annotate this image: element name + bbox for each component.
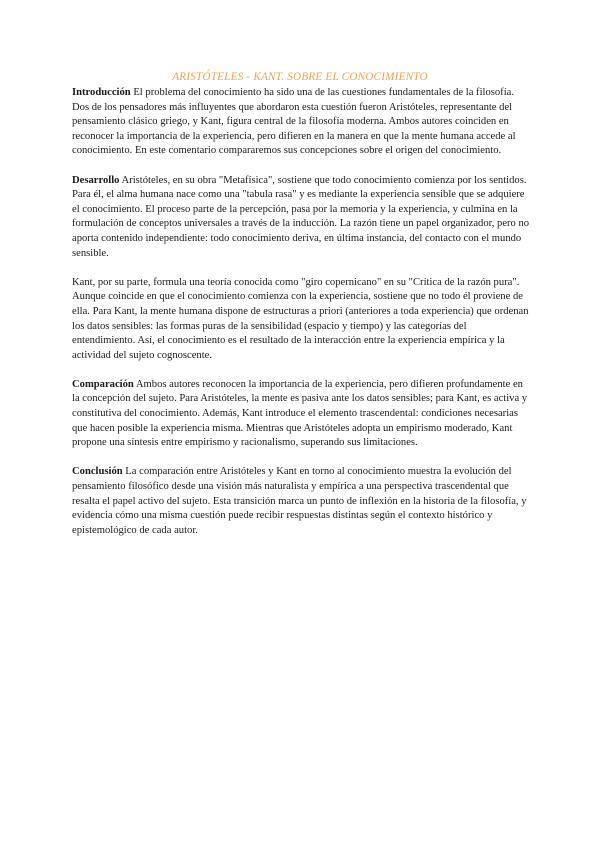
section-text: Kant, por su parte, formula una teoría conocida como "giro copernicano" en su "Crítica de la razón pura". Aunque coincide en que el conocimiento comienza con la experiencia, sostiene que no todo él proviene de ella. Para Kant, la mente humana dispone de estructuras a priori (anteriores a toda experiencia) que ordenan los datos sensibles: las formas puras de la sensibilidad (espacio y tiempo) y las categorías del entendimiento. Así, el conocimiento es el resultado de la interacción entre la experiencia empírica y la actividad del sujeto cognoscente. (72, 276, 529, 361)
section-conclusion (72, 465, 530, 538)
document-body (72, 86, 530, 553)
section-text: Aristóteles, en su obra "Metafísica", sostiene que todo conocimiento comienza por los sentidos. Para él, el alma humana nace como una "tabula rasa" y es mediante la experiencia sensible que se adquiere el conocimiento. El proceso parte de la percepción, pasa por la memoria y la experiencia, y culmina en la formulación de conceptos universales a través de la inducción. La razón tiene un papel organizador, pero no aporta contenido independiente: todo conocimiento deriva, en última instancia, del contacto con el mundo sensible. (72, 174, 530, 259)
section-heading: Conclusión (72, 466, 123, 478)
section-heading: Introducción (72, 87, 131, 98)
section-text: Ambos autores reconocen la importancia de la experiencia, pero difieren profundamente en la concepción del sujeto. Para Aristóteles, la mente es pasiva ante los datos sensibles; para Kant, es activa y constitutiva del conocimiento. Además, Kant introduce el elemento trascendental: condiciones necesarias que hacen posible la experiencia misma. Mientras que Aristóteles adopta un empirismo moderado, Kant propone una síntesis entre empirismo y racionalismo, superando sus limitaciones. (72, 378, 528, 449)
section-text: El problema del conocimiento ha sido una de las cuestiones fundamentales de la filosofía. Dos de los pensadores más influyentes que abordaron esta cuestión fueron Aristóteles, representante del pensamiento clásico griego, y Kant, figura central de la filosofía moderna. Ambos autores coinciden en reconocer la importancia de la experiencia, pero difieren en la manera en que la mente humana accede al conocimiento. En este comentario compararemos sus concepciones sobre el origen del conocimiento. (72, 87, 516, 157)
section-desarrollo (72, 174, 530, 262)
section-heading: Desarrollo (72, 174, 120, 186)
section-heading: Comparación (72, 378, 134, 390)
section-introduccion (72, 86, 530, 159)
section-kant (72, 276, 530, 364)
section-text: La comparación entre Aristóteles y Kant en torno al conocimiento muestra la evolución del pensamiento filosófico desde una visión más naturalista y empírica a una perspectiva trascendental que resalta el papel activo del sujeto. Esta transición marca un punto de inflexión en la historia de la filosofía, y evidencia cómo una misma cuestión puede recibir respuestas distintas según el contexto histórico y epistemológico de cada autor. (72, 466, 527, 536)
section-comparacion (72, 378, 530, 451)
document-title: ARISTÓTELES - KANT. SOBRE EL CONOCIMIENTO (172, 71, 428, 83)
